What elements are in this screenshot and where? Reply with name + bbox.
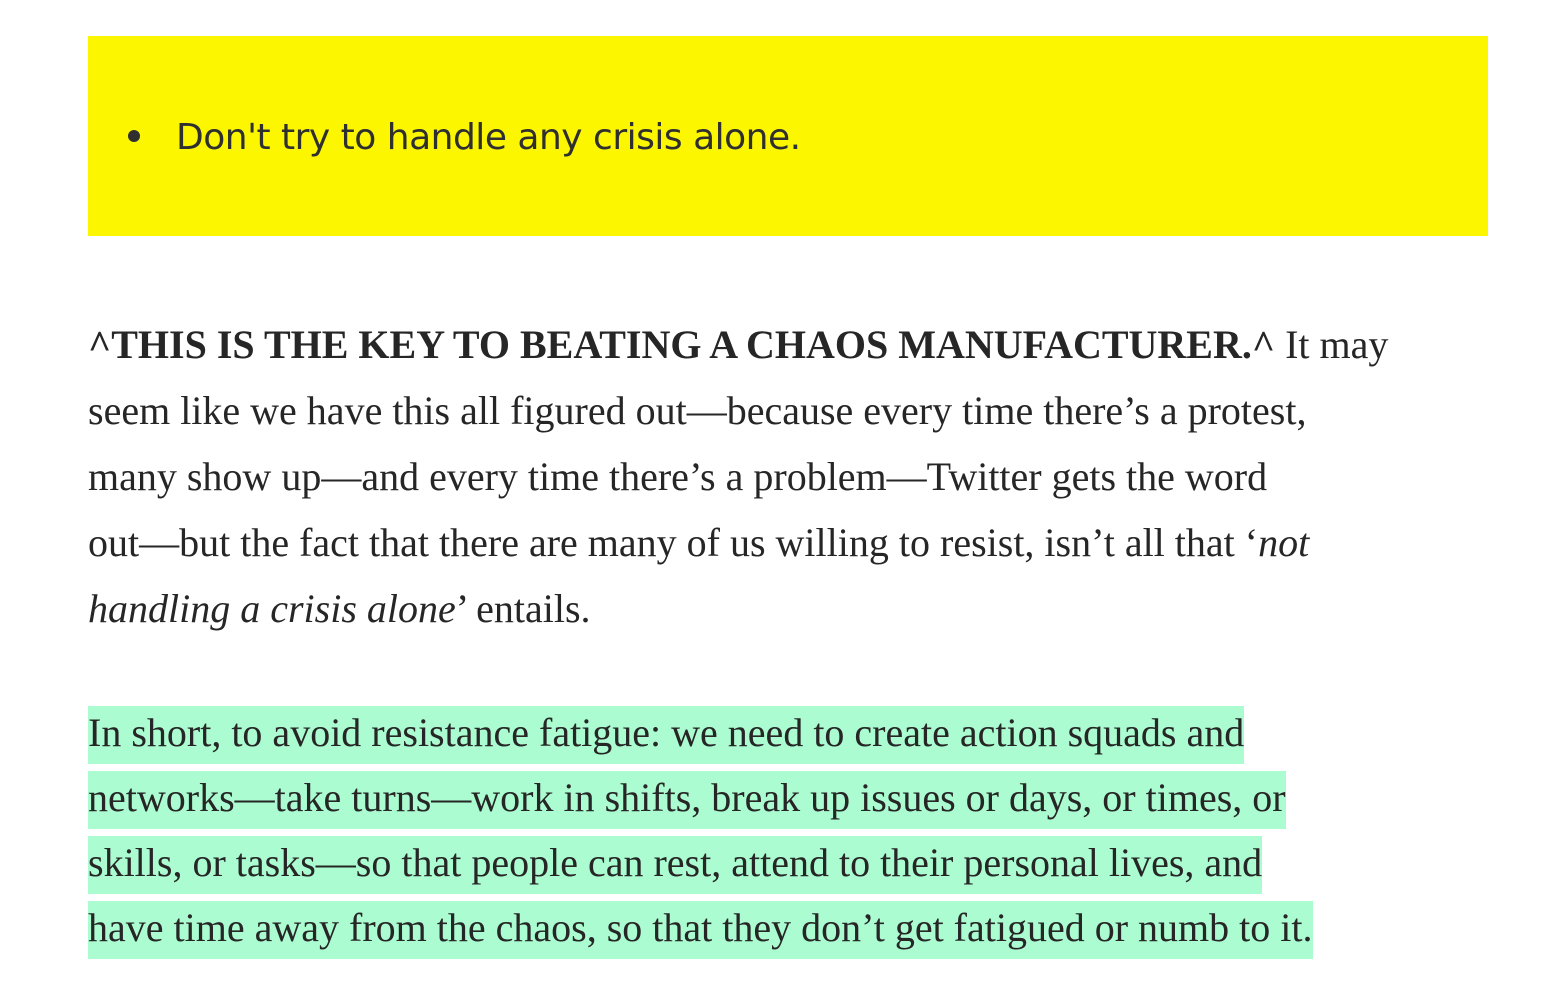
callout-box bbox=[88, 36, 1488, 236]
paragraph1-line-1 bbox=[88, 312, 1508, 378]
highlighted-text-line-3: skills, or tasks—so that people can rest, attend to their personal lives, and bbox=[88, 836, 1262, 894]
callout-bullet-text: Don't try to handle any crisis alone. bbox=[176, 117, 801, 158]
callout-bullet-item bbox=[128, 114, 801, 162]
paragraph1-line4-start: out—but the fact that there are many of us willing to resist, isn’t all that ‘ bbox=[88, 520, 1259, 565]
paragraph1-line-2: seem like we have this all figured out—because every time there’s a protest, bbox=[88, 388, 1307, 433]
highlighted-text-line-4: have time away from the chaos, so that they don’t get fatigued or numb to it. bbox=[88, 901, 1313, 959]
paragraph1-line-5 bbox=[88, 576, 1508, 642]
paragraph1-line-3: many show up—and every time there’s a problem—Twitter gets the word bbox=[88, 454, 1268, 499]
highlighted-text-line-2: networks—take turns—work in shifts, break up issues or days, or times, or bbox=[88, 771, 1286, 829]
highlighted-text-line-1: In short, to avoid resistance fatigue: we need to create action squads and bbox=[88, 706, 1244, 764]
paragraph1-line5-rest: ’ entails. bbox=[455, 586, 591, 631]
paragraph2-line-3 bbox=[88, 830, 1508, 895]
paragraph2-line-2 bbox=[88, 765, 1508, 830]
paragraph2-line-4 bbox=[88, 895, 1508, 960]
paragraph1-line1-rest: It may bbox=[1285, 322, 1389, 367]
paragraph1-line4-italic: not bbox=[1258, 520, 1310, 565]
paragraph-key-to-beating bbox=[88, 312, 1508, 642]
paragraph1-line-4 bbox=[88, 510, 1508, 576]
paragraph2-line-1 bbox=[88, 700, 1508, 765]
paragraph1-lead-caps: ^THIS IS THE KEY TO BEATING A CHAOS MANUFACTURER.^ bbox=[88, 322, 1276, 367]
bullet-dot-icon bbox=[128, 130, 140, 142]
paragraph-highlighted-summary bbox=[88, 700, 1508, 960]
paragraph1-line5-italic: handling a crisis alone bbox=[88, 586, 456, 631]
